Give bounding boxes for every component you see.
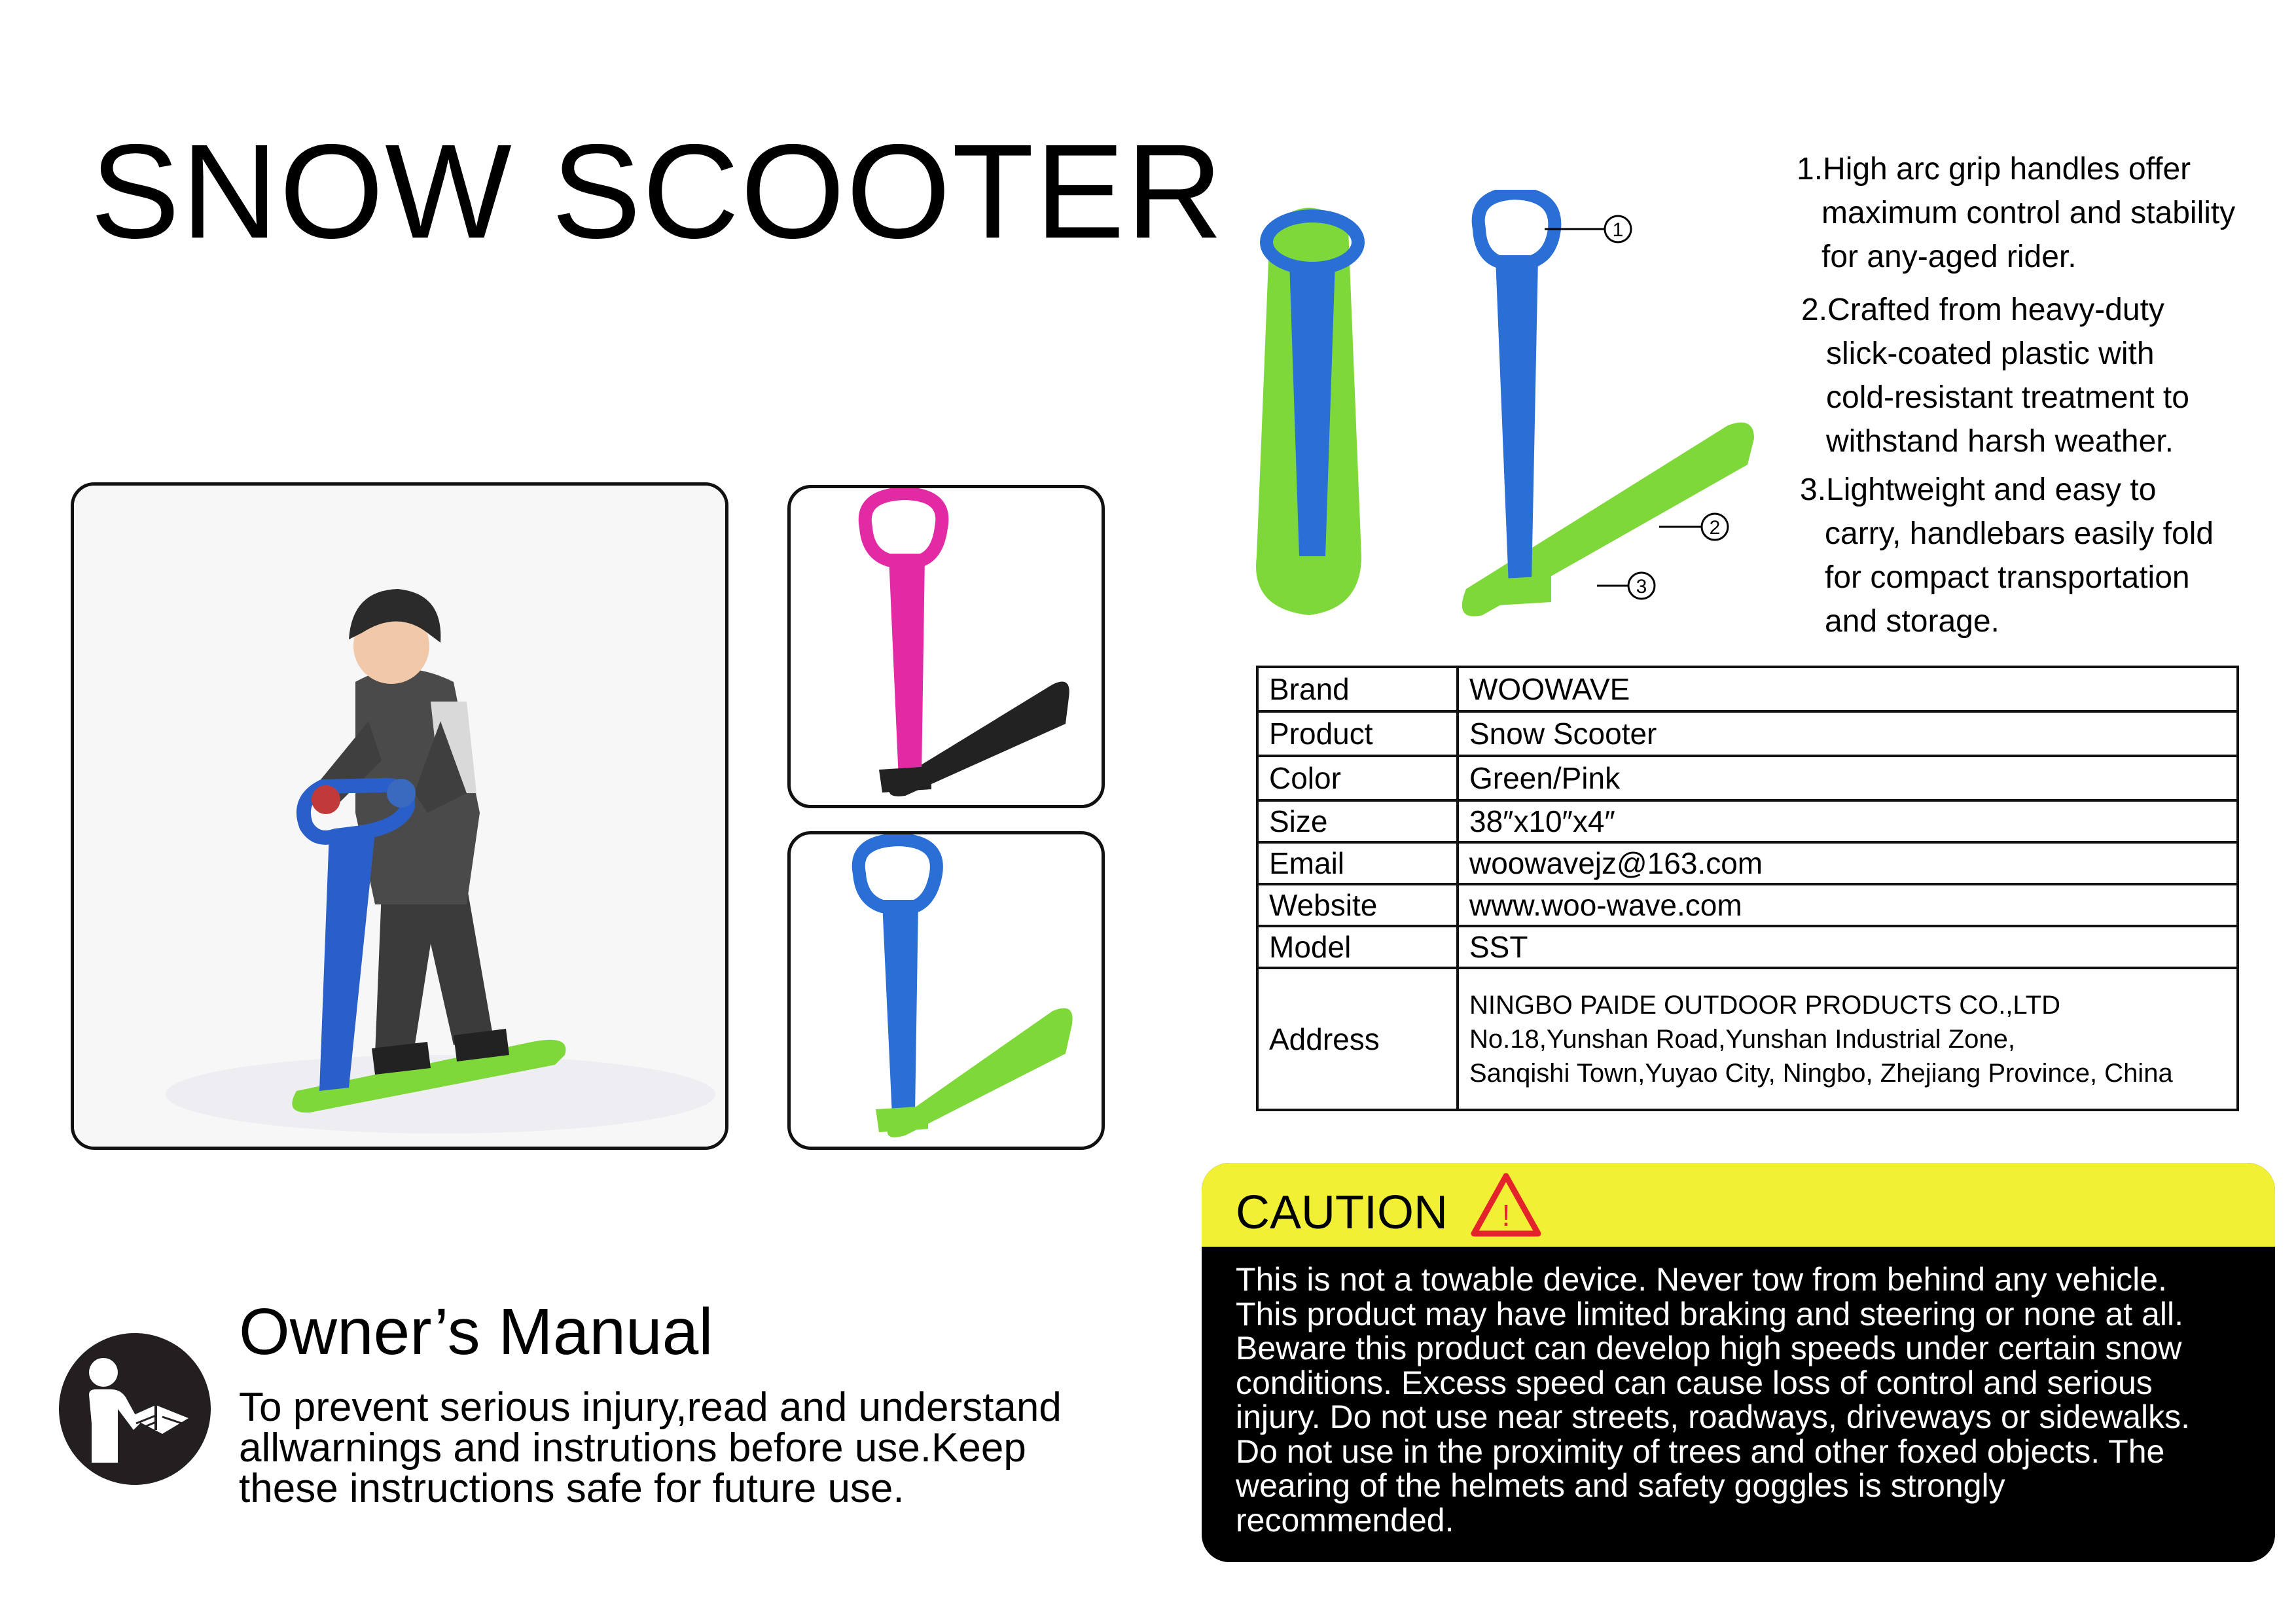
caution-box bbox=[1202, 1163, 2275, 1562]
feature-line: 1.High arc grip handles offer bbox=[1797, 152, 2191, 187]
spec-value-address bbox=[1458, 968, 2238, 1110]
spec-value-color: Green/Pink bbox=[1458, 756, 2238, 800]
caution-line: conditions. Excess speed can cause loss of control and serious bbox=[1236, 1364, 2153, 1401]
page-title: SNOW SCOOTER bbox=[90, 116, 1225, 266]
spec-key-email: Email bbox=[1257, 842, 1458, 884]
spec-key-size: Size bbox=[1257, 800, 1458, 842]
rider-photo bbox=[71, 482, 728, 1150]
table-row bbox=[1257, 968, 2238, 1110]
feature-line: for any-aged rider. bbox=[1821, 240, 2077, 274]
manual-line: these instructions safe for future use. bbox=[239, 1466, 905, 1511]
feature-1 bbox=[1797, 147, 2235, 279]
product-diagram bbox=[1230, 190, 1780, 635]
read-manual-icon bbox=[58, 1332, 212, 1486]
caution-line: This is not a towable device. Never tow from behind any vehicle. bbox=[1236, 1261, 2167, 1298]
feature-2 bbox=[1801, 288, 2189, 463]
feature-line: 2.Crafted from heavy-duty bbox=[1801, 293, 2164, 327]
table-row bbox=[1257, 667, 2238, 711]
spec-value-size: 38″x10″x4″ bbox=[1458, 800, 2238, 842]
spec-value-email[interactable]: woowavejz@163.com bbox=[1458, 842, 2238, 884]
address-line: No.18,Yunshan Road,Yunshan Industrial Zone, bbox=[1469, 1024, 2015, 1054]
scooter-diagram-illustration bbox=[1230, 190, 1780, 635]
blue-scooter-photo bbox=[787, 831, 1105, 1150]
spec-key-brand: Brand bbox=[1257, 667, 1458, 711]
feature-line: 3.Lightweight and easy to bbox=[1800, 473, 2157, 507]
spec-value-website[interactable]: www.woo-wave.com bbox=[1458, 884, 2238, 926]
feature-line: maximum control and stability bbox=[1821, 196, 2236, 230]
spec-key-address: Address bbox=[1257, 968, 1458, 1110]
warning-triangle-icon bbox=[1470, 1172, 1542, 1238]
warning-glyph: ! bbox=[1501, 1198, 1511, 1232]
pink-scooter-illustration bbox=[791, 488, 1102, 805]
manual-title: Owner’s Manual bbox=[239, 1295, 713, 1368]
table-row bbox=[1257, 756, 2238, 800]
address-line: NINGBO PAIDE OUTDOOR PRODUCTS CO.,LTD bbox=[1469, 990, 2061, 1020]
blue-scooter-illustration bbox=[791, 834, 1102, 1147]
table-row bbox=[1257, 884, 2238, 926]
caution-line: wearing of the helmets and safety goggles is strongly bbox=[1236, 1467, 2005, 1504]
spec-value-product: Snow Scooter bbox=[1458, 711, 2238, 756]
table-row bbox=[1257, 842, 2238, 884]
caution-line: recommended. bbox=[1236, 1501, 1454, 1539]
feature-line: cold-resistant treatment to bbox=[1826, 380, 2189, 415]
caution-line: injury. Do not use near streets, roadways, driveways or sidewalks. bbox=[1236, 1399, 2191, 1435]
spec-value-model: SST bbox=[1458, 926, 2238, 968]
caution-line: Do not use in the proximity of trees and other foxed objects. The bbox=[1236, 1433, 2165, 1470]
caution-line: This product may have limited braking and steering or none at all. bbox=[1236, 1295, 2183, 1332]
spec-key-product: Product bbox=[1257, 711, 1458, 756]
table-row bbox=[1257, 800, 2238, 842]
callout-1: 1 bbox=[1612, 219, 1624, 241]
feature-line: carry, handlebars easily fold bbox=[1825, 516, 2214, 551]
feature-line: slick-coated plastic with bbox=[1826, 336, 2155, 371]
feature-3 bbox=[1800, 468, 2214, 643]
table-row bbox=[1257, 711, 2238, 756]
manual-line: allwarnings and instrutions before use.Keep bbox=[239, 1425, 1026, 1471]
spec-table bbox=[1256, 666, 2239, 1111]
spec-key-website: Website bbox=[1257, 884, 1458, 926]
caution-line: Beware this product can develop high speeds under certain snow bbox=[1236, 1330, 2182, 1366]
spec-key-model: Model bbox=[1257, 926, 1458, 968]
spec-value-brand: WOOWAVE bbox=[1458, 667, 2238, 711]
manual-text bbox=[239, 1387, 1062, 1509]
caution-title: CAUTION bbox=[1236, 1186, 1448, 1239]
caution-header bbox=[1202, 1163, 2275, 1247]
callout-2: 2 bbox=[1709, 517, 1721, 539]
feature-line: and storage. bbox=[1825, 604, 2000, 639]
table-row bbox=[1257, 926, 2238, 968]
caution-text bbox=[1236, 1262, 2257, 1537]
rider-illustration bbox=[74, 486, 725, 1147]
feature-line: for compact transportation bbox=[1825, 560, 2190, 595]
callout-3: 3 bbox=[1636, 576, 1647, 597]
spec-key-color: Color bbox=[1257, 756, 1458, 800]
address-line: Sanqishi Town,Yuyao City, Ningbo, Zhejiang Province, China bbox=[1469, 1058, 2173, 1088]
feature-line: withstand harsh weather. bbox=[1826, 424, 2174, 459]
manual-line: To prevent serious injury,read and understand bbox=[239, 1385, 1062, 1430]
pink-scooter-photo bbox=[787, 485, 1105, 808]
